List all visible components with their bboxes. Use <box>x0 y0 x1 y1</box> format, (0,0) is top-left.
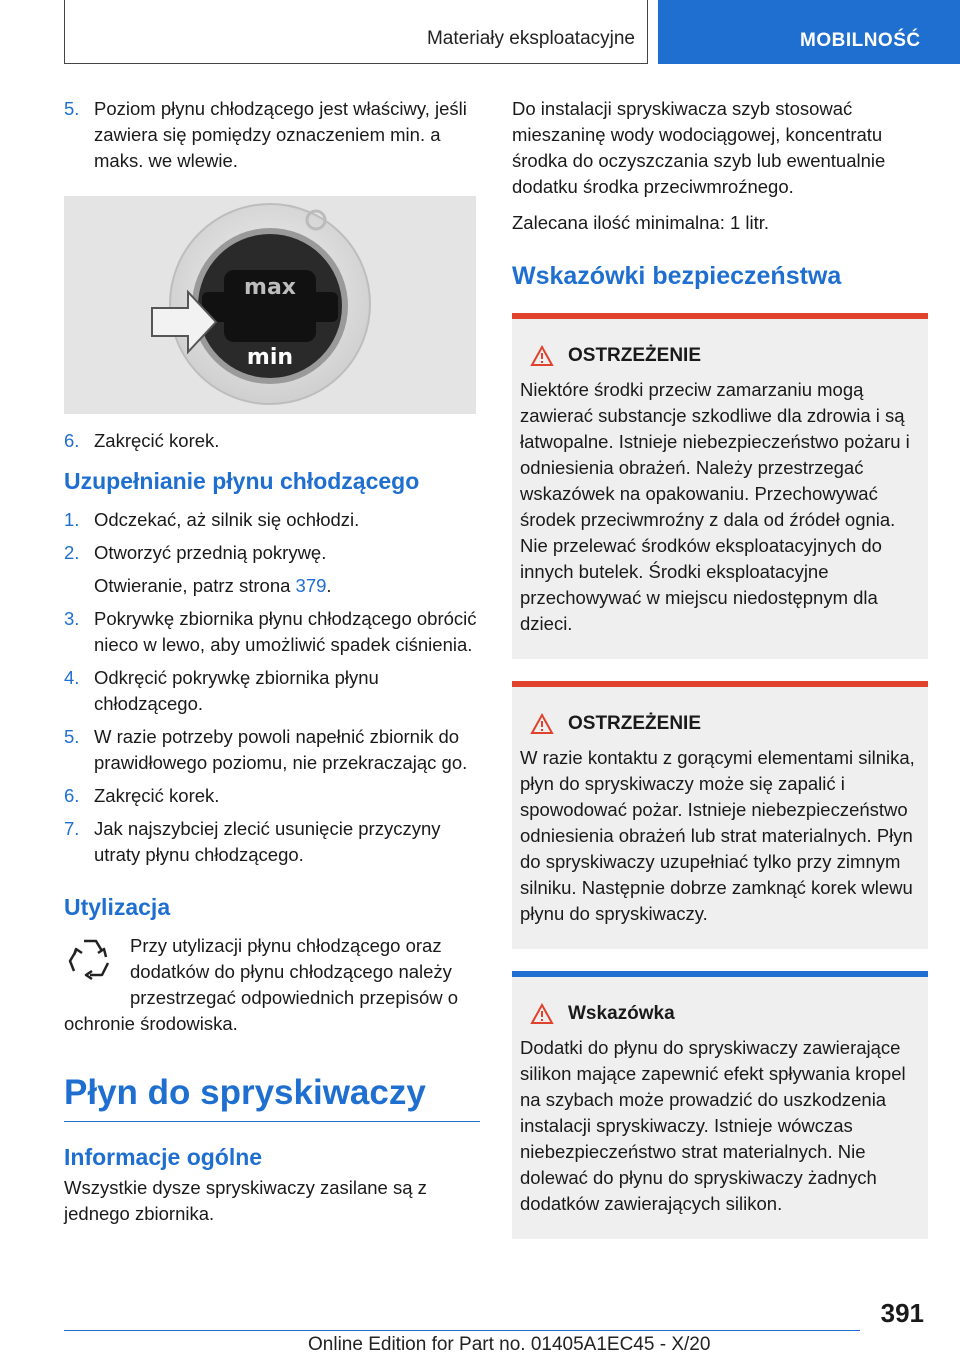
step-number: 5. <box>64 98 80 119</box>
note-title: Wskazówka <box>568 1003 675 1024</box>
step-text: Odkręcić pokrywkę zbiornika płynu chłodzącego. <box>94 667 379 714</box>
warning-header <box>520 343 920 369</box>
list-item <box>64 428 480 454</box>
step-number: 5. <box>64 726 80 747</box>
warning-title: OSTRZEŻENIE <box>568 345 702 366</box>
disposal-note <box>64 933 480 1037</box>
list-item <box>64 96 480 174</box>
header-section: MOBILNOŚĆ <box>800 30 921 51</box>
warning-title: OSTRZEŻENIE <box>568 713 702 734</box>
general-info-text: Wszystkie dysze spryskiwaczy zasilane są z jednego zbiornika. <box>64 1177 427 1224</box>
left-column <box>64 96 480 1237</box>
heading-washer-fluid: Płyn do spryskiwaczy <box>64 1073 480 1122</box>
step-text: Odczekać, aż silnik się ochłodzi. <box>94 509 360 530</box>
note-header <box>520 1001 920 1027</box>
step-text: Zakręcić korek. <box>94 430 220 451</box>
reference-suffix: . <box>326 575 332 596</box>
step-text: Jak najszybciej zlecić usunięcie przyczyny utraty płynu chłodzącego. <box>94 818 441 865</box>
step-number: 2. <box>64 542 80 563</box>
coolant-level-photo <box>64 196 476 414</box>
header-title: Materiały eksploatacyjne <box>426 28 635 49</box>
warning-box <box>512 681 928 949</box>
step-text: W razie potrzeby powoli napełnić zbiornik do prawidłowego poziomu, nie przekraczając go. <box>94 726 468 773</box>
list-item <box>64 816 480 868</box>
step-text: Pokrywkę zbiornika płynu chłodzącego obrócić nieco w lewo, aby umożliwić spadek ciśnienia. <box>94 608 477 655</box>
disposal-text: Przy utylizacji płynu chłodzącego oraz dodatków do płynu chłodzącego należy przestrzegać odpowiednich przepisów o ochronie środowiska. <box>64 935 459 1034</box>
step-number: 7. <box>64 818 80 839</box>
page-link[interactable]: 379 <box>295 575 327 596</box>
footer-edition: Online Edition for Part no. 01405A1EC45 - X/20 <box>308 1334 711 1355</box>
header-section-tab <box>658 0 960 64</box>
step-text: Otworzyć przednią pokrywę. <box>94 542 327 563</box>
step-number: 6. <box>64 785 80 806</box>
note-text: Dodatki do płynu do spryskiwaczy zawierające silikon mające zapewnić efekt spływania kropel na szybach może prowadzić do uszkodzenia instalacji spryskiwaczy. Istnieje wówczas niebezpieczeństwo strat materialnych. Nie dolewać do płynu do spryskiwaczy żadnych dodatków zawierających silikon. <box>520 1037 906 1214</box>
list-item <box>64 507 480 533</box>
list-item <box>64 540 480 599</box>
warning-text: Niektóre środki przeciw zamarzaniu mogą zawierać substancje szkodliwe dla zdrowia i są łatwopalne. Istnieje niebezpieczeństwo pożaru i odniesienia obrażeń. Należy przestrzegać wskazówek na opakowaniu. Przechowywać środek przeciwmroźny z dala od źródeł ognia. Nie przelewać środków eksploatacyjnych do innych butelek. Środki eksploatacyjne przechowywać w miejscu niedostępnym dla dzieci. <box>520 379 910 634</box>
list-item <box>64 606 480 658</box>
recycle-icon <box>64 933 116 985</box>
heading-disposal: Utylizacja <box>64 894 171 920</box>
warning-box <box>512 313 928 659</box>
washer-min-amount: Zalecana ilość minimalna: 1 litr. <box>512 212 770 233</box>
footer-divider <box>64 1330 860 1331</box>
list-item <box>64 724 480 776</box>
step-number: 6. <box>64 430 80 451</box>
min-mark: min <box>246 345 294 370</box>
step-text: Zakręcić korek. <box>94 785 220 806</box>
step-number: 1. <box>64 509 80 530</box>
page-reference <box>94 573 480 599</box>
warning-triangle-icon <box>530 713 554 735</box>
heading-general-info: Informacje ogólne <box>64 1144 263 1170</box>
warning-header <box>520 711 920 737</box>
page-number: 391 <box>880 1298 924 1328</box>
coolant-cap-illustration <box>64 196 476 414</box>
heading-safety: Wskazówki bezpieczeństwa <box>512 262 842 290</box>
step-text: Poziom płynu chłodzącego jest właściwy, jeśli zawiera się pomiędzy oznaczeniem min. a maks. we wlewie. <box>94 98 467 171</box>
step-number: 3. <box>64 608 80 629</box>
right-column <box>512 96 928 1239</box>
max-mark: max <box>244 275 296 300</box>
header-title-box <box>64 0 648 64</box>
warning-text: W razie kontaktu z gorącymi elementami silnika, płyn do spryskiwaczy może się zapalić i spowodować pożar. Istnieje niebezpieczeństwo odniesienia obrażeń lub strat materialnych. Płyn do spryskiwaczy uzupełniać tylko przy zimnym silniku. Następnie dobrze zamknąć korek wlewu płynu do spryskiwaczy. <box>520 747 915 924</box>
step-number: 4. <box>64 667 80 688</box>
list-item <box>64 783 480 809</box>
note-box <box>512 971 928 1239</box>
list-item <box>64 665 480 717</box>
heading-refill-coolant: Uzupełnianie płynu chłodzącego <box>64 468 420 494</box>
reference-prefix: Otwieranie, patrz strona <box>94 575 296 596</box>
warning-triangle-icon <box>530 345 554 367</box>
warning-triangle-icon <box>530 1003 554 1025</box>
step-text-with-ref <box>94 540 480 599</box>
washer-intro-text: Do instalacji spryskiwacza szyb stosować mieszaninę wody wodociągowej, koncentratu środka do oczyszczania szyb lub ewentualnie dodatku środka przeciwmroźnego. <box>512 98 886 197</box>
